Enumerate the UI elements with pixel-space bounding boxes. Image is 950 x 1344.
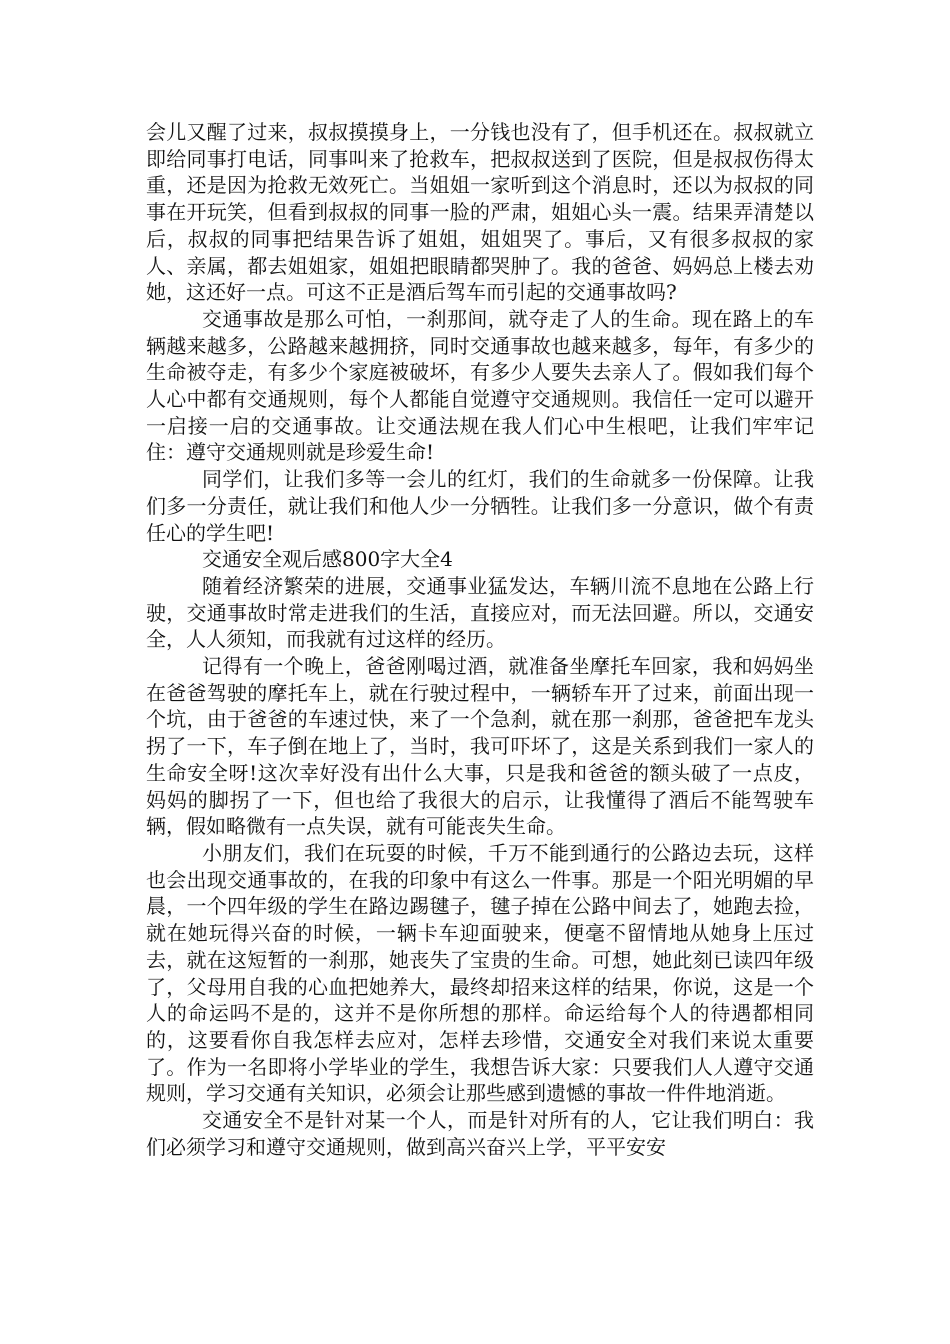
document-page xyxy=(146,119,814,1160)
section-heading: 交通安全观后感800字大全4 xyxy=(202,547,453,572)
paragraph-6: 小朋友们，我们在玩耍的时候，千万不能到通行的公路边去玩，这样也会出现交通事故的，在我的印象中有这么一件事。那是一个阳光明媚的早晨，一个四年级的学生在路边踢毽子，毽子掉在公路中间去了，她跑去捡，就在她玩得兴奋的时候，一辆卡车迎面驶来，便毫不留情地从她身上压过去，就在这短暂的一刹那，她丧失了宝贵的生命。可想，她此刻已读四年级了，父母用自我的心血把她养大，最终却招来这样的结果，你说，这是一个人的命运吗不是的，这并不是你所想的那样。命运给每个人的待遇都相同的，这要看你自我怎样去应对，怎样去珍惜，交通安全对我们来说太重要了。作为一名即将小学毕业的学生，我想告诉大家：只要我们人人遵守交通规则，学习交通有关知识，必须会让那些感到遗憾的事故一件件地消逝。 xyxy=(146,840,814,1106)
paragraph-5: 记得有一个晚上，爸爸刚喝过酒，就准备坐摩托车回家，我和妈妈坐在爸爸驾驶的摩托车上，就在行驶过程中，一辆轿车开了过来，前面出现一个坑，由于爸爸的车速过快，来了一个急刹，就在那一刹那，爸爸把车龙头拐了一下，车子倒在地上了，当时，我可吓坏了，这是关系到我们一家人的生命安全呀!这次幸好没有出什么大事，只是我和爸爸的额头破了一点皮，妈妈的脚拐了一下，但也给了我很大的启示，让我懂得了酒后不能驾驶车辆，假如略微有一点失误，就有可能丧失生命。 xyxy=(146,654,814,839)
paragraph-7: 交通安全不是针对某一个人，而是针对所有的人，它让我们明白：我们必须学习和遵守交通规则，做到高兴奋兴上学，平平安安 xyxy=(146,1108,814,1159)
paragraph-2: 交通事故是那么可怕，一刹那间，就夺走了人的生命。现在路上的车辆越来越多，公路越来越拥挤，同时交通事故也越来越多，每年，有多少的生命被夺走，有多少个家庭被破坏，有多少人要失去亲人了。假如我们每个人心中都有交通规则，每个人都能自觉遵守交通规则。我信任一定可以避开一启接一启的交通事故。让交通法规在我人们心中生根吧，让我们牢牢记住：遵守交通规则就是珍爱生命! xyxy=(146,306,814,465)
paragraph-4: 随着经济繁荣的进展，交通事业猛发达，车辆川流不息地在公路上行驶，交通事故时常走进我们的生活，直接应对，而无法回避。所以，交通安全，人人须知，而我就有过这样的经历。 xyxy=(146,573,814,652)
paragraph-1: 会儿又醒了过来，叔叔摸摸身上，一分钱也没有了，但手机还在。叔叔就立即给同事打电话，同事叫来了抢救车，把叔叔送到了医院，但是叔叔伤得太重，还是因为抢救无效死亡。当姐姐一家听到这个消息时，还以为叔叔的同事在开玩笑，但看到叔叔的同事一脸的严肃，姐姐心头一震。结果弄清楚以后，叔叔的同事把结果告诉了姐姐，姐姐哭了。事后，又有很多叔叔的家人、亲属，都去姐姐家，姐姐把眼睛都哭肿了。我的爸爸、妈妈总上楼去劝她，这还好一点。可这不正是酒后驾车而引起的交通事故吗? xyxy=(146,120,814,305)
paragraph-3: 同学们，让我们多等一会儿的红灯，我们的生命就多一份保障。让我们多一分责任，就让我们和他人少一分牺牲。让我们多一分意识，做个有责任心的学生吧! xyxy=(146,467,814,545)
